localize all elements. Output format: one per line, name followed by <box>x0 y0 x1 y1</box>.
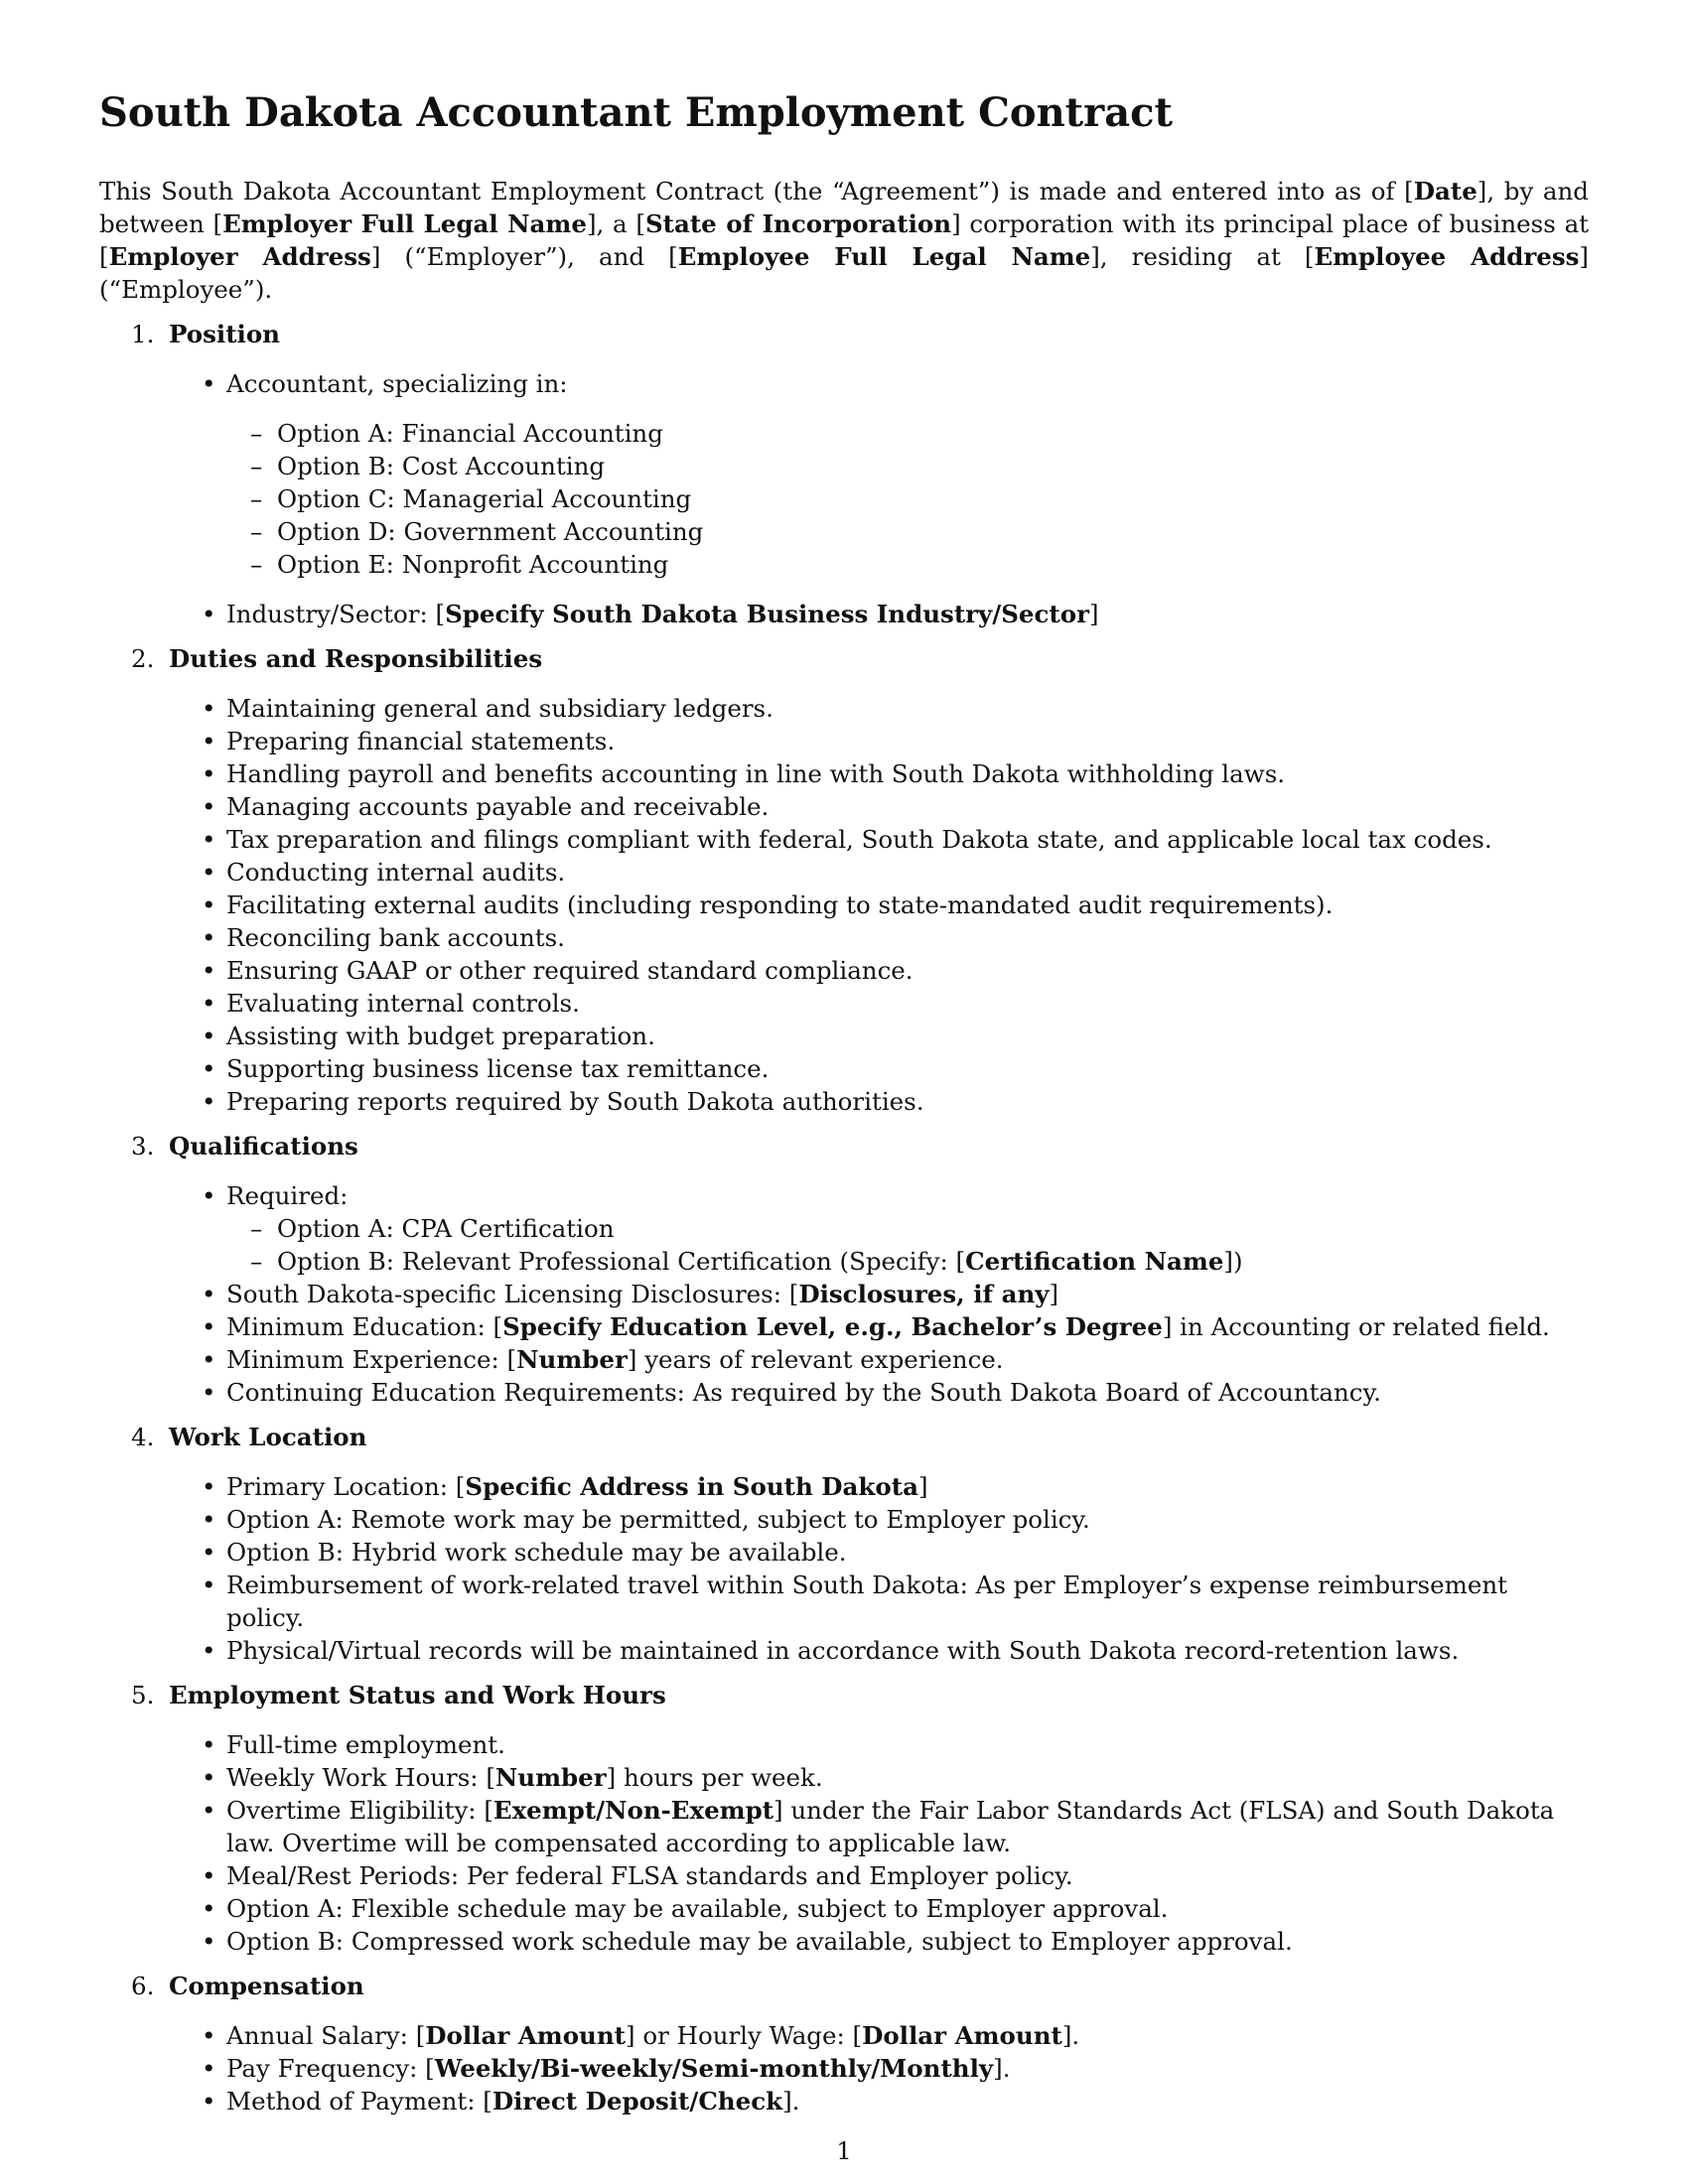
section-title: Duties and Responsibilities <box>169 644 543 673</box>
list-item: • Physical/Virtual records will be maintained in accordance with South Dakota record-retention laws. <box>202 1636 1460 1665</box>
bullet-icon: • <box>202 1927 216 1956</box>
bullet-icon: • <box>202 890 216 919</box>
bullet-icon: • <box>202 1570 216 1599</box>
bullet-icon: • <box>202 1345 216 1374</box>
section-qualifications <box>99 1130 1589 1409</box>
list-item: • Reimbursement of work-related travel within South Dakota: As per Employer’s expense reimbursement policy. <box>202 1570 1507 1632</box>
list-item: • Full-time employment. <box>202 1730 505 1759</box>
dash-icon: – <box>250 452 263 480</box>
section-work-location <box>99 1421 1589 1667</box>
section-number: 6. <box>131 1972 155 2000</box>
list-item: • Continuing Education Requirements: As required by the South Dakota Board of Accountancy. <box>202 1378 1381 1407</box>
dash-icon: – <box>250 517 263 546</box>
state-placeholder: State of Incorporation <box>644 209 952 238</box>
bullet-icon: • <box>202 1861 216 1890</box>
bullet-icon: • <box>202 1636 216 1665</box>
bullet-icon: • <box>202 1022 216 1050</box>
section-compensation <box>99 1970 1589 2117</box>
list-item: • Industry/Sector: [Specify South Dakota Business Industry/Sector] <box>202 600 1099 628</box>
bullet-icon: • <box>202 1378 216 1407</box>
list-item: • Ensuring GAAP or other required standard compliance. <box>202 956 914 985</box>
list-item: • Assisting with budget preparation. <box>202 1022 655 1050</box>
bullet-icon: • <box>202 1796 216 1825</box>
section-number: 1. <box>131 320 155 348</box>
document-page <box>99 85 1589 2129</box>
dash-icon: – <box>250 484 263 513</box>
list-item: • South Dakota-specific Licensing Disclosures: [Disclosures, if any] <box>202 1280 1059 1308</box>
list-item: • Preparing reports required by South Dakota authorities. <box>202 1087 924 1116</box>
list-item: • Pay Frequency: [Weekly/Bi-weekly/Semi-monthly/Monthly]. <box>202 2054 1011 2083</box>
bullet-icon: • <box>202 1538 216 1567</box>
section-number: 3. <box>131 1132 155 1160</box>
bullet-icon: • <box>202 1181 216 1210</box>
bullet-icon: • <box>202 759 216 788</box>
employer-address-placeholder: Employer Address <box>108 242 371 271</box>
section-employment-status <box>99 1679 1589 1958</box>
list-item: • Weekly Work Hours: [Number] hours per week. <box>202 1763 823 1792</box>
section-position <box>99 318 1589 630</box>
list-item: • Minimum Education: [Specify Education Level, e.g., Bachelor’s Degree] in Accounting or related field. <box>202 1312 1550 1341</box>
list-item: • Overtime Eligibility: [Exempt/Non-Exempt] under the Fair Labor Standards Act (FLSA) and South Dakota law. Overtime will be compensated according to applicable law. <box>202 1796 1555 1857</box>
sub-list-item: – Option C: Managerial Accounting <box>250 484 692 513</box>
document-title: South Dakota Accountant Employment Contract <box>99 89 1173 136</box>
section-title: Employment Status and Work Hours <box>169 1681 666 1709</box>
bullet-icon: • <box>202 2054 216 2083</box>
list-item: • Reconciling bank accounts. <box>202 923 565 952</box>
bullet-icon: • <box>202 2087 216 2116</box>
bullet-icon: • <box>202 369 216 398</box>
list-item: • Handling payroll and benefits accounting in line with South Dakota withholding laws. <box>202 759 1286 788</box>
list-item: • Preparing financial statements. <box>202 727 616 755</box>
sub-list-item: – Option A: CPA Certification <box>250 1214 615 1243</box>
section-number: 2. <box>131 644 155 673</box>
sub-list-item: – Option A: Financial Accounting <box>250 419 663 448</box>
bullet-icon: • <box>202 727 216 755</box>
sub-list-item: – Option B: Cost Accounting <box>250 452 606 480</box>
list-item: • Supporting business license tax remittance. <box>202 1054 770 1083</box>
list-item: • Accountant, specializing in: – Option A: Financial Accounting – Option B: Cost Accounting – Option C: Managerial Accounting – Option D: Government Accounting – Option E: Nonprofit Accounting <box>169 367 1589 581</box>
list-item: • Maintaining general and subsidiary ledgers. <box>202 694 774 723</box>
employee-address-placeholder: Employee Address <box>1314 242 1580 271</box>
list-item: • Meal/Rest Periods: Per federal FLSA standards and Employer policy. <box>202 1861 1073 1890</box>
list-item: • Primary Location: [Specific Address in South Dakota] <box>202 1472 928 1501</box>
bullet-icon: • <box>202 694 216 723</box>
section-title: Qualifications <box>169 1132 358 1160</box>
employee-name-placeholder: Employee Full Legal Name <box>677 242 1091 271</box>
dash-icon: – <box>250 550 263 579</box>
bullet-icon: • <box>202 2021 216 2050</box>
dash-icon: – <box>250 419 263 448</box>
intro-paragraph: This South Dakota Accountant Employment Contract (the “Agreement”) is made and entered into as of [Date], by and between [Employer Full Legal Name], a [State of Incorporation] corporation with its principal place of business at [Employer Address] (“Employer”), and [Employee Full Legal Name], residing at [Employee Address] (“Employee”). <box>99 177 1590 304</box>
bullet-icon: • <box>202 1472 216 1501</box>
sub-list-item: – Option E: Nonprofit Accounting <box>250 550 669 579</box>
section-title: Work Location <box>169 1423 367 1451</box>
list-item: • Method of Payment: [Direct Deposit/Check]. <box>202 2087 800 2116</box>
sections-list <box>99 318 1589 2117</box>
bullet-icon: • <box>202 989 216 1018</box>
bullet-icon: • <box>202 825 216 854</box>
date-placeholder: Date <box>1413 177 1477 205</box>
page-number: 1 <box>836 2136 852 2165</box>
list-item: • Minimum Experience: [Number] years of relevant experience. <box>202 1345 1004 1374</box>
list-item: • Required: – Option A: CPA Certification – Option B: Relevant Professional Certification (Specify: [Certification Name]) <box>169 1179 1589 1278</box>
bullet-icon: • <box>202 1763 216 1792</box>
list-item: • Option A: Remote work may be permitted, subject to Employer policy. <box>202 1505 1090 1534</box>
dash-icon: – <box>250 1247 263 1276</box>
list-item: • Managing accounts payable and receivable. <box>202 792 770 821</box>
bullet-icon: • <box>202 1087 216 1116</box>
bullet-icon: • <box>202 858 216 887</box>
list-item: • Annual Salary: [Dollar Amount] or Hourly Wage: [Dollar Amount]. <box>202 2021 1080 2050</box>
bullet-icon: • <box>202 1280 216 1308</box>
section-number: 4. <box>131 1423 155 1451</box>
sub-list-item: – Option D: Government Accounting <box>250 517 704 546</box>
bullet-icon: • <box>202 600 216 628</box>
section-duties <box>99 642 1589 1118</box>
list-item: • Evaluating internal controls. <box>202 989 580 1018</box>
employer-name-placeholder: Employer Full Legal Name <box>222 209 587 238</box>
bullet-icon: • <box>202 792 216 821</box>
list-item: • Option A: Flexible schedule may be available, subject to Employer approval. <box>202 1894 1169 1923</box>
bullet-icon: • <box>202 1730 216 1759</box>
bullet-icon: • <box>202 956 216 985</box>
list-item: • Tax preparation and filings compliant with federal, South Dakota state, and applicable local tax codes. <box>202 825 1492 854</box>
bullet-icon: • <box>202 1312 216 1341</box>
list-item: • Conducting internal audits. <box>202 858 566 887</box>
bullet-icon: • <box>202 1054 216 1083</box>
bullet-icon: • <box>202 1894 216 1923</box>
dash-icon: – <box>250 1214 263 1243</box>
list-item: • Option B: Hybrid work schedule may be available. <box>202 1538 847 1567</box>
section-title: Position <box>169 320 280 348</box>
section-number: 5. <box>131 1681 155 1709</box>
list-item: • Option B: Compressed work schedule may be available, subject to Employer approval. <box>202 1927 1293 1956</box>
bullet-icon: • <box>202 1505 216 1534</box>
section-title: Compensation <box>169 1972 364 2000</box>
sub-list-item: – Option B: Relevant Professional Certification (Specify: [Certification Name]) <box>250 1247 1243 1276</box>
list-item: • Facilitating external audits (including responding to state-mandated audit requirements). <box>202 890 1334 919</box>
bullet-icon: • <box>202 923 216 952</box>
